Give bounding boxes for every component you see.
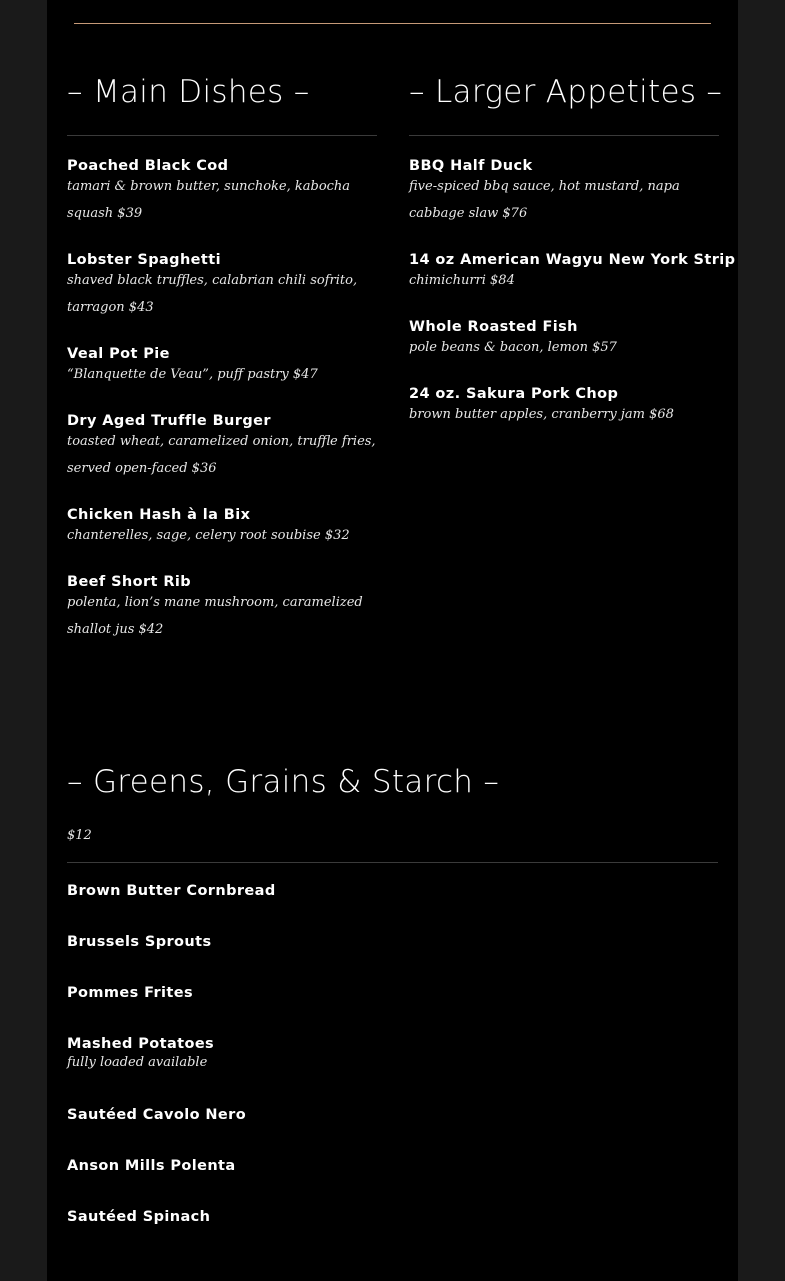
menu-item — [409, 250, 736, 294]
item-name: Poached Black Cod — [67, 158, 229, 174]
section-title-greens: – Greens, Grains & Starch – — [67, 764, 500, 800]
section-divider — [409, 135, 719, 136]
item-name: Brussels Sprouts — [67, 934, 212, 950]
menu-item — [67, 881, 718, 901]
item-description: toasted wheat, caramelized onion, truffle fries, served open-faced $36 — [67, 434, 376, 476]
item-name: Sautéed Spinach — [67, 1209, 211, 1225]
item-name: Pommes Frites — [67, 985, 194, 1001]
item-name: Mashed Potatoes — [67, 1036, 215, 1052]
larger-appetites-section — [409, 70, 736, 451]
main-dishes-section — [67, 70, 377, 666]
menu-item — [67, 983, 718, 1003]
section-divider — [67, 862, 718, 863]
section-title-larger-appetites: – Larger Appetites – — [409, 74, 723, 110]
item-description: pole beans & bacon, lemon $57 — [409, 340, 617, 355]
item-name: Whole Roasted Fish — [409, 319, 578, 335]
item-description: polenta, lion’s mane mushroom, caramelized shallot jus $42 — [67, 595, 363, 637]
menu-page — [47, 0, 738, 1281]
top-divider — [74, 23, 711, 24]
section-divider — [67, 135, 377, 136]
menu-item — [409, 384, 719, 428]
greens-section — [67, 760, 718, 1258]
item-description: five-spiced bbq sauce, hot mustard, napa cabbage slaw $76 — [409, 179, 680, 221]
menu-item — [67, 156, 377, 227]
item-description: tamari & brown butter, sunchoke, kabocha squash $39 — [67, 179, 351, 221]
item-name: 14 oz American Wagyu New York Strip — [409, 252, 736, 268]
item-name: Veal Pot Pie — [67, 346, 170, 362]
item-name: BBQ Half Duck — [409, 158, 533, 174]
item-description: brown butter apples, cranberry jam $68 — [409, 407, 674, 422]
item-description: chanterelles, sage, celery root soubise $32 — [67, 528, 350, 543]
menu-item — [67, 1105, 718, 1125]
item-name: Brown Butter Cornbread — [67, 883, 276, 899]
item-description: shaved black truffles, calabrian chili sofrito, tarragon $43 — [67, 273, 358, 315]
section-title-main-dishes: – Main Dishes – — [67, 74, 310, 110]
section-price: $12 — [67, 828, 92, 843]
menu-item — [67, 572, 377, 643]
item-name: Sautéed Cavolo Nero — [67, 1107, 247, 1123]
item-name: Dry Aged Truffle Burger — [67, 413, 271, 429]
item-description: chimichurri $84 — [409, 273, 515, 288]
item-name: Chicken Hash à la Bix — [67, 507, 251, 523]
item-name: Lobster Spaghetti — [67, 252, 221, 268]
item-name: Anson Mills Polenta — [67, 1158, 236, 1174]
menu-item — [67, 1207, 718, 1227]
menu-item — [67, 411, 377, 482]
menu-item — [67, 250, 377, 321]
item-description: “Blanquette de Veau”, puff pastry $47 — [67, 367, 318, 382]
menu-item — [67, 1034, 718, 1072]
menu-item — [67, 1156, 718, 1176]
menu-item — [67, 344, 377, 388]
item-name: 24 oz. Sakura Pork Chop — [409, 386, 619, 402]
menu-item — [67, 932, 718, 952]
item-description: fully loaded available — [67, 1055, 208, 1070]
menu-item — [67, 505, 377, 549]
menu-item — [409, 317, 719, 361]
menu-item — [409, 156, 719, 227]
item-name: Beef Short Rib — [67, 574, 192, 590]
